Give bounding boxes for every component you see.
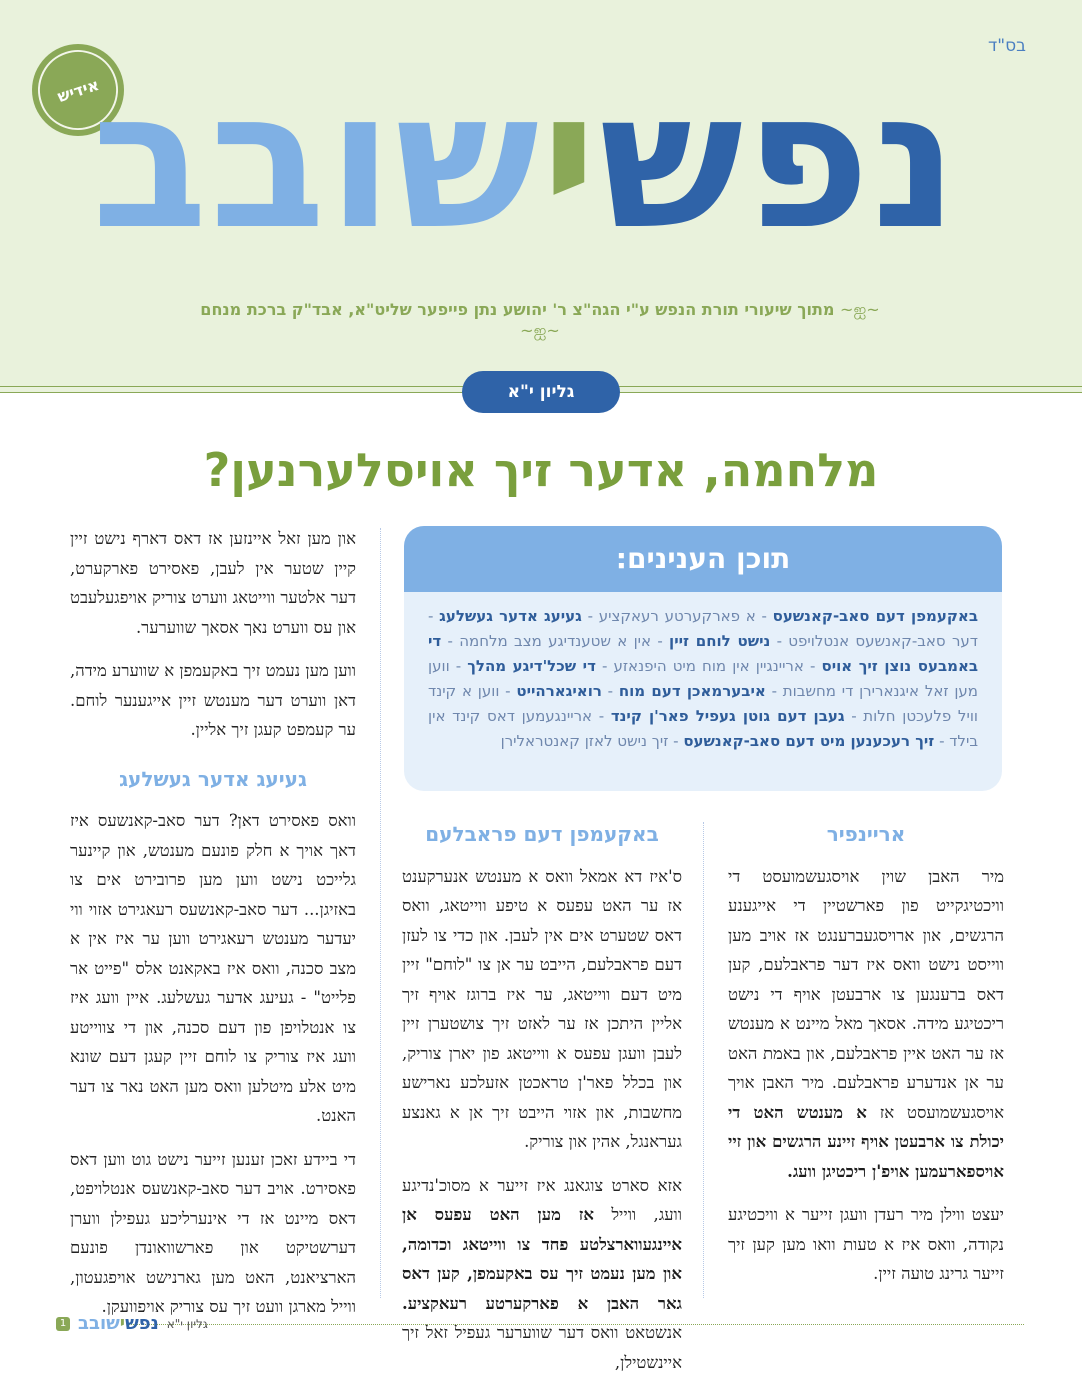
toc-item-bold: געבן דעם גוטן געפיל פאר'ן קינד bbox=[610, 707, 845, 725]
bsd-mark: בס"ד bbox=[988, 36, 1026, 56]
paragraph: ווען מען נעמט זיך באקעמפן א שווערע מידה, דאן ווערט דער מענטש זיין אייגענער לוחם. ער קעמפט קעגן זיך אליין. bbox=[70, 661, 356, 739]
toc-title: תוכן הענינים: bbox=[404, 526, 1002, 592]
toc-item-text: - אריינגעמען דאס קינד אין בילד - bbox=[428, 707, 978, 750]
masthead-logo-part1: נפש bbox=[598, 50, 960, 271]
article-headline: מלחמה, אדער זיך אויסלערנען? bbox=[203, 443, 879, 497]
toc-item-text: - ווען מען זאל איגנארירן די מחשבות - bbox=[428, 657, 979, 700]
footer-logo-part1: נפש bbox=[125, 1313, 159, 1334]
page-footer bbox=[56, 1313, 208, 1334]
toc-item-text: - א פארקערטע רעאקציע - bbox=[581, 607, 773, 625]
toc-item-bold: באקעמפן דעם סאב-קאנשעס bbox=[772, 607, 978, 625]
table-of-contents bbox=[404, 526, 1002, 791]
toc-item-bold: נישט לוחם זיין bbox=[669, 632, 771, 650]
toc-item-text: - זיך נישט לאזן קאנטראלירן bbox=[500, 732, 684, 750]
toc-item-bold: רואיגארהייט bbox=[516, 682, 602, 700]
footer-rule bbox=[128, 1324, 1024, 1325]
footer-logo bbox=[78, 1313, 159, 1334]
toc-item-text: - ווען א קינד וויל פלעכטן חלות - bbox=[428, 682, 978, 725]
emphasis-text: אז מען האט עפעס אן איינגעווארצלטע פחד צו ווייטאג וכדומה, און מען נעמט זיך עס באקעמפן, קען דאס גאר האבן א פארקערטע רעאקציע. bbox=[402, 1205, 682, 1313]
toc-item-bold: די באמבעס נוצן זיך אויס bbox=[428, 632, 979, 675]
column-middle bbox=[402, 820, 682, 1391]
paragraph: און מען זאל איינזען אז דאס דארף נישט זיין קיין שטער אין לעבן, פאסירט פארקערט, דער אלטער ווייטאג ווערט צוריק אויפגעלעבט און עס ווערט נאך אסאך שווערער. bbox=[70, 529, 356, 637]
section-heading: געיעג אדער געשלעג bbox=[119, 766, 307, 791]
footer-issue: גליון י"א bbox=[166, 1316, 208, 1331]
language-badge-label: אידיש bbox=[28, 40, 129, 141]
column-divider bbox=[703, 822, 704, 1298]
paragraph: יעצט ווילן מיר רעדן וועגן זייער א וויכטיגע נקודה, וואס איז א טעות וואו מען קען זיך זייער גרינג טועה זיין. bbox=[728, 1205, 1004, 1283]
paragraph: די ביידע זאכן זענען זייער נישט גוט ווען דאס פאסירט. אויב דער סאב-קאנשעס אנטלויפט, דאס מיינט אז די אינערליכע געפילן ווערן דערשטיקט און פארשוואונדן פונעם הארציאנט, האט מען גארנישט אויפגעטון, ווייל מארגן וועט זיך עס צוריק אויפוועקן. bbox=[70, 1149, 356, 1316]
text-run: אזא סארט צוגאנג איז זייער א מסוכ'נדיגע וועג, ווייל bbox=[402, 1175, 682, 1224]
text-run: אנשטאט וואס דער שווערער געפיל זאל זיך איינשטילן, bbox=[402, 1323, 682, 1372]
toc-item-text: - bbox=[601, 682, 619, 700]
subtitle-text: מתוך שיעורי תורת הנפש ע"י הגה"צ ר' יהושע נתן פייפער שליט"א, אבד"ק ברכת מנחם bbox=[200, 300, 835, 319]
paragraph: ס'איז דא אמאל וואס א מענטש אנערקענט אז ער האט עפעס א טיפע ווייטאג, וואס דאס שטערט אים אין לעבן. און כדי צו לעזן דעם פראבלעם, הייבט ער אן צו "לוחם" זיין מיט דעם ווייטאג, ער איז ברוגז אויף זיך אליין היתכן אז ער לאזט זיך צושטערן זיין לעבן וועגן עפעס א ווייטאג פון יארן צוריק, און בכלל פאר'ן טראכטן אזעלכע נארישע מחשבות, און אזוי הייבט זיך אן א גאנצע געראנגל, אהין און צוריק. bbox=[402, 866, 682, 1151]
issue-badge: גליון י"א bbox=[462, 371, 620, 413]
masthead-logo-part3: שובב bbox=[91, 50, 541, 271]
column-left bbox=[70, 524, 356, 1336]
flourish-icon-left: ~ஐ~ bbox=[520, 321, 560, 340]
toc-item-bold: געיעג אדער געשלעג bbox=[439, 607, 582, 625]
paragraph: וואס פאסירט דאן? דער סאב-קאנשעס איז דאך אויך א חלק פונעם מענטש, און קיינער גלייכט נישט ווען מען פרובירט אים צו באזיגן... דער סאב-קאנשעס רעאגירט אזוי ווי יעדער מענטש רעאגירט ווען ער איז אין א מצב סכנה, וואס איז באקאנט אלס "פייט אר פלייט" - געיעג אדער געשלעג. איין וועג איז צו אנטלויפן פון דעם סכנה, און די צווייטע וועג איז צוריק צו לוחם זיין קעגן דעם שונא מיט אלע מיטלען וואס מען האט נאר צו דער האנט. bbox=[70, 811, 356, 1125]
section-heading: באקעמפן דעם פראבלעם bbox=[425, 822, 659, 846]
toc-body bbox=[404, 592, 1002, 754]
paragraph bbox=[402, 1171, 682, 1378]
toc-item-bold: איבערמאכן דעם מוח bbox=[618, 682, 766, 700]
masthead-logo bbox=[91, 46, 960, 276]
toc-item-bold: די שכל'דיגע מהלך bbox=[467, 657, 596, 675]
toc-item-text: - אריינגיין אין מוח מיט היפנאזע - bbox=[595, 657, 822, 675]
toc-item-text: - אין א שטענדיגע מצב מלחמה - bbox=[441, 632, 670, 650]
flourish-icon-right: ~ஐ~ bbox=[840, 300, 880, 319]
masthead-subtitle bbox=[180, 300, 900, 342]
column-divider bbox=[380, 528, 381, 1298]
section-heading: אריינפיר bbox=[826, 822, 906, 846]
toc-item-bold: זיך רעכענען מיט דעם סאב-קאנשעס bbox=[683, 732, 935, 750]
footer-logo-part3: שובב bbox=[78, 1313, 120, 1334]
footer-logo-part2: י bbox=[119, 1313, 126, 1334]
masthead-logo-part2: י bbox=[540, 50, 599, 271]
emphasis-text: א מענטש האט די יכולת צו ארבעטן אויף זיינע הרגשים און זיי אויספארעמען אויפ'ן ריכטיגן וועג. bbox=[728, 1102, 1004, 1181]
toc-item-text: - דער סאב-קאנשעס אנטלויפט - bbox=[428, 607, 979, 650]
paragraph bbox=[728, 862, 1004, 1187]
page-number: 1 bbox=[56, 1317, 70, 1331]
text-run: מיר האבן שוין אויסגעשמועסט די וויכטיגקייט פון פארשטיין די אייגענע הרגשים, און ארויסגעברענגט אז אויב מען ווייסט נישט וואס איז דער פראבלעם, קען דאס ברענגען צו ארבעטן אויף די נישט ריכטיגע מידה. אסאך מאל מיינט א מענטש אז ער האט איין פראבלעם, און באמת האט ער אן אנדערע פראבלעם. מיר האבן אויך אויסגעשמועסט אז bbox=[728, 866, 1004, 1122]
column-right bbox=[728, 820, 1004, 1303]
